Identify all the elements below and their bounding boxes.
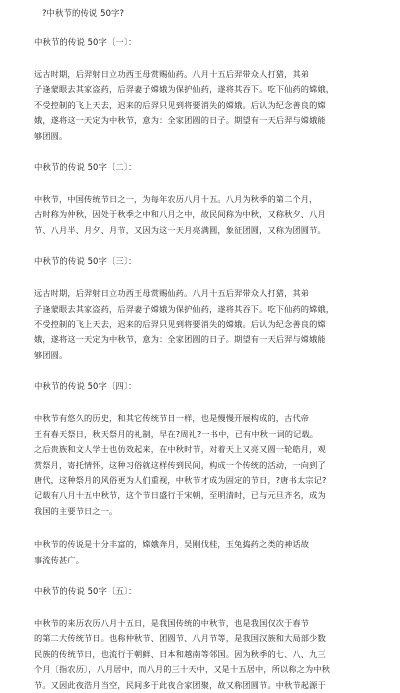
paragraph-line: 不受控制的飞上天去，迟来的后羿只见到将要消失的嫦娥。后认为纪念善良的嫦 bbox=[34, 319, 326, 330]
paragraph-line: 不受控制的飞上天去，迟来的后羿只见到将要消失的嫦娥。后认为纪念善良的嫦 bbox=[34, 99, 326, 110]
paragraph-line: 的第二大传统节日。也称仲秋节、团圆节、八月节等，是我国汉族和大局部少数 bbox=[34, 633, 326, 644]
paragraph-line: 之后贵族和文人学士也仿效起来，在中秋时节，对着天上又亮又圆一轮皓月，观 bbox=[34, 444, 326, 455]
section-1 bbox=[34, 37, 382, 144]
paragraph-line: 个月〔指农历〕，八月居中，而八月的三十天中，又是十五居中，所以称之为中秋 bbox=[34, 664, 331, 675]
paragraph-line: 够团圆。 bbox=[34, 130, 68, 141]
section-5 bbox=[34, 586, 382, 693]
paragraph-line: 王有春天祭日，秋天祭月的礼制，早在?周礼?一书中，已有中秋一词的记载。 bbox=[34, 428, 319, 439]
paragraph-line: 娥，遂将这一天定为中秋节，意为：全家团圆的日子。期望有一天后羿与嫦娥能 bbox=[34, 334, 326, 345]
section-paragraph bbox=[34, 616, 382, 693]
paragraph-line: 节。又因此夜浩月当空，民间多于此夜合家团聚，故又称团圆节。中秋节起源于 bbox=[34, 679, 326, 690]
paragraph-line: 记载有八月十五中秋节，这个节日盛行于宋朝，至明清时，已与元旦齐名，成为 bbox=[34, 490, 326, 501]
section-title: 中秋节的传说 50字〔二〕： bbox=[34, 162, 137, 173]
paragraph-line: 够团圆。 bbox=[34, 349, 68, 360]
paragraph-line: 我国的主要节日之一。 bbox=[34, 505, 118, 516]
paragraph-line: 中秋节有悠久的历史，和其它传统节日一样，也是慢慢开展构成的，古代帝 bbox=[34, 413, 310, 424]
paragraph-line: 赏祭月，寄托情怀，这种习俗就这样传到民间，构成一个传统的活动，一向到了 bbox=[34, 459, 326, 470]
paragraph-line: 子逢蒙眼去其家盗药，后羿妻子嫦娥为保护仙药，遂将其吞下。吃下仙药的嫦娥， bbox=[34, 84, 335, 95]
section-paragraph bbox=[34, 537, 382, 568]
paragraph-line: 事流传甚广。 bbox=[34, 554, 85, 565]
paragraph-line: 古时称为仲秋，因处于秋季之中和八月之中，故民间称为中秋，又称秋夕、八月 bbox=[34, 209, 326, 220]
section-paragraph bbox=[34, 67, 382, 144]
section-paragraph bbox=[34, 286, 382, 363]
section-paragraph bbox=[34, 192, 382, 238]
paragraph-line: 中秋节的传说是十分丰富的，嫦娥奔月，吴刚伐桂，玉兔捣药之类的神话故 bbox=[34, 539, 310, 550]
section-title: 中秋节的传说 50字〔三〕： bbox=[34, 256, 137, 267]
paragraph-line: 中秋节的来历农历八月十五日，是我国传统的中秋节，也是我国仅次于春节 bbox=[34, 617, 310, 628]
paragraph-line: 子逢蒙眼去其家盗药，后羿妻子嫦娥为保护仙药，遂将其吞下。吃下仙药的嫦娥， bbox=[34, 303, 335, 314]
paragraph-line: 中秋节，中国传统节日之一，为每年农历八月十五。八月为秋季的第二个月， bbox=[34, 194, 318, 205]
paragraph-line: 远古时期，后羿射日立功西王母赏赐仙药。八月十五后羿带众人打猎，其弟 bbox=[34, 288, 310, 299]
section-title: 中秋节的传说 50字〔一〕： bbox=[34, 37, 137, 47]
section-2 bbox=[34, 162, 382, 238]
section-title: 中秋节的传说 50字〔五〕： bbox=[34, 585, 137, 596]
section-4 bbox=[34, 381, 382, 519]
section-title: 中秋节的传说 50字〔四〕： bbox=[34, 381, 137, 392]
document-question: ?中秋节的传说 50字? bbox=[42, 8, 125, 18]
paragraph-line: 远古时期，后羿射日立功西王母赏赐仙药。八月十五后羿带众人打猎，其弟 bbox=[34, 69, 310, 79]
section-paragraph bbox=[34, 411, 382, 519]
section-extra bbox=[34, 537, 382, 568]
paragraph-line: 娥，遂将这一天定为中秋节，意为：全家团圆的日子。期望有一天后羿与嫦娥能 bbox=[34, 115, 326, 126]
paragraph-line: 民族的传统节日，也流行于朝鲜、日本和越南等邻国。因为秋季的七、八、九三 bbox=[34, 648, 326, 659]
paragraph-line: 节、八月半、月夕、月节，又因为这一天月亮满圆，象征团圆，又称为团圆节。 bbox=[34, 224, 326, 235]
paragraph-line: 唐代，这种祭月的风俗更为人们重视，中秋节才成为固定的节日，?唐书太宗记? bbox=[34, 474, 327, 485]
section-3 bbox=[34, 256, 382, 363]
